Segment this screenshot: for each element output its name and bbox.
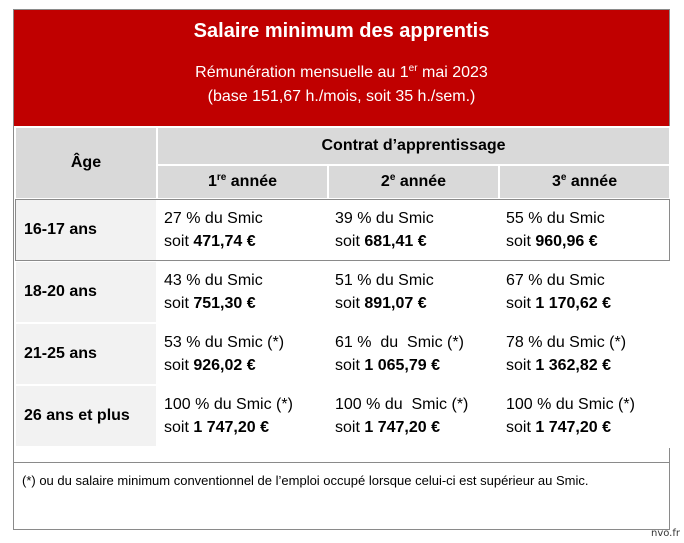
amount-text: 681,41 € (364, 233, 427, 250)
year-2-header (328, 165, 499, 199)
pct-text: 27 % du Smic (164, 210, 263, 227)
pct-text: 39 % du Smic (335, 210, 434, 227)
soit-text: soit (164, 357, 194, 374)
year-2-sup: e (389, 172, 396, 183)
footnote: (*) ou du salaire minimum conventionnel de l’emploi occupé lorsque celui-ci est supérieur au Smic. (22, 473, 589, 488)
wage-cell (157, 385, 328, 447)
table-row (15, 261, 670, 323)
pct-text: 100 % du Smic (*) (335, 396, 469, 413)
header-row-1 (15, 127, 670, 165)
year-3-header (499, 165, 670, 199)
age-cell: 21-25 ans (15, 323, 157, 385)
table-row (15, 323, 670, 385)
wage-cell (157, 323, 328, 385)
year-1-num: 1 (207, 173, 217, 190)
soit-text: soit (335, 419, 365, 436)
wage-cell (499, 323, 670, 385)
page-title: Salaire minimum des apprentis (193, 20, 490, 42)
amount-text: 1 362,82 € (535, 357, 611, 374)
subtitle-basis: (base 151,67 h./mois, soit 35 h./sem.) (207, 88, 476, 105)
soit-text: soit (506, 419, 536, 436)
soit-text: soit (164, 419, 194, 436)
pct-text: 100 % du Smic (*) (164, 396, 293, 413)
year-1-sup: re (216, 172, 227, 183)
contract-header: Contrat d’apprentissage (157, 127, 670, 165)
amount-text: 960,96 € (535, 233, 598, 250)
pct-text: 78 % du Smic (*) (506, 334, 627, 351)
subtitle-post: mai 2023 (417, 64, 488, 81)
title-banner (14, 10, 669, 126)
age-cell: 26 ans et plus (15, 385, 157, 447)
pct-text: 67 % du Smic (506, 272, 605, 289)
amount-text: 1 170,62 € (535, 295, 611, 312)
soit-text: soit (335, 295, 365, 312)
amount-text: 1 747,20 € (364, 419, 440, 436)
wage-cell (499, 261, 670, 323)
amount-text: 471,74 € (193, 233, 256, 250)
age-header: Âge (15, 127, 157, 199)
age-cell: 16-17 ans (15, 199, 157, 261)
amount-text: 751,30 € (193, 295, 256, 312)
amount-text: 1 065,79 € (364, 357, 440, 374)
wage-cell (157, 199, 328, 261)
soit-text: soit (506, 295, 536, 312)
pct-text: 51 % du Smic (335, 272, 434, 289)
wage-cell (328, 385, 499, 447)
soit-text: soit (335, 233, 365, 250)
soit-text: soit (164, 233, 194, 250)
subtitle-date (14, 64, 669, 82)
pct-text: 100 % du Smic (*) (506, 396, 635, 413)
subtitle-sup: er (408, 63, 418, 74)
amount-text: 926,02 € (193, 357, 256, 374)
table-row (15, 199, 670, 261)
pct-text: 61 % du Smic (*) (335, 334, 464, 351)
pct-text: 55 % du Smic (506, 210, 605, 227)
wage-cell (499, 385, 670, 447)
amount-text: 1 747,20 € (535, 419, 611, 436)
soit-text: soit (506, 357, 536, 374)
wage-cell (499, 199, 670, 261)
pct-text: 53 % du Smic (*) (164, 334, 285, 351)
age-cell: 18-20 ans (15, 261, 157, 323)
amount-text: 1 747,20 € (193, 419, 269, 436)
wage-table (14, 126, 671, 448)
year-2-num: 2 (380, 173, 390, 190)
wage-cell (328, 261, 499, 323)
minimum-wage-sheet (13, 9, 670, 530)
table-row (15, 385, 670, 447)
soit-text: soit (506, 233, 536, 250)
year-3-num: 3 (551, 173, 561, 190)
watermark: nvo.fr (650, 528, 680, 539)
amount-text: 891,07 € (364, 295, 427, 312)
soit-text: soit (335, 357, 365, 374)
wage-cell (328, 199, 499, 261)
soit-text: soit (164, 295, 194, 312)
wage-cell (157, 261, 328, 323)
year-1-label: année (226, 173, 278, 190)
year-1-header (157, 165, 328, 199)
pct-text: 43 % du Smic (164, 272, 263, 289)
year-3-label: année (566, 173, 618, 190)
wage-cell (328, 323, 499, 385)
subtitle-pre: Rémunération mensuelle au 1 (195, 64, 409, 81)
year-2-label: année (395, 173, 447, 190)
year-3-sup: e (560, 172, 567, 183)
